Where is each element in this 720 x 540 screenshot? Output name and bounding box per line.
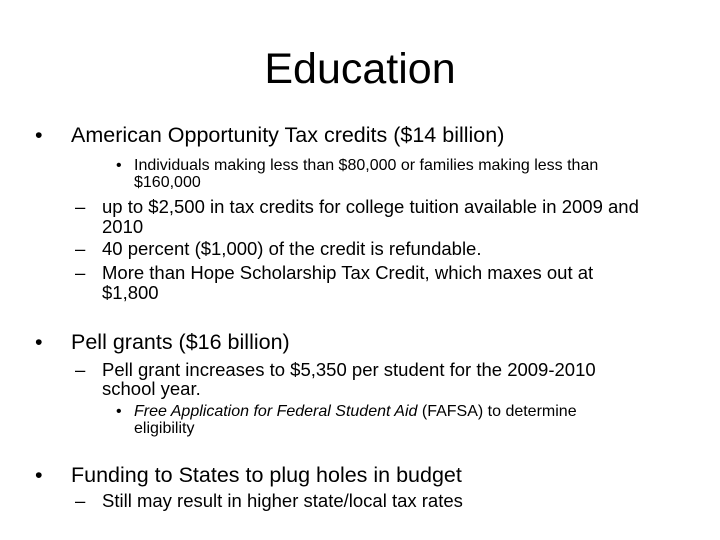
fafsa-line1 xyxy=(134,403,577,420)
bullet-pell: Pell grants ($16 billion) xyxy=(71,330,290,354)
dash-icon: – xyxy=(75,238,86,259)
states-sub: Still may result in higher state/local tax rates xyxy=(102,490,463,511)
bullet-icon: • xyxy=(116,403,122,420)
fafsa-rest: (FAFSA) to determine xyxy=(417,403,577,420)
bullet-icon: • xyxy=(116,157,122,174)
aotc-hope-line2: $1,800 xyxy=(102,282,159,303)
fafsa-italic: Free Application for Federal Student Aid xyxy=(134,403,418,420)
aotc-amount-line2: 2010 xyxy=(102,216,144,237)
aotc-refundable: 40 percent ($1,000) of the credit is refundable. xyxy=(102,238,482,259)
pell-increase-line2: school year. xyxy=(102,378,201,399)
aotc-hope-line1: More than Hope Scholarship Tax Credit, which maxes out at xyxy=(102,262,594,283)
bullet-icon: • xyxy=(35,330,43,354)
aotc-eligibility-line2: $160,000 xyxy=(134,174,201,191)
bullet-icon: • xyxy=(35,463,43,487)
aotc-eligibility-line1: Individuals making less than $80,000 or families making less than xyxy=(134,157,599,174)
dash-icon: – xyxy=(75,359,86,380)
dash-icon: – xyxy=(75,196,86,217)
dash-icon: – xyxy=(75,262,86,283)
fafsa-line2: eligibility xyxy=(134,420,195,437)
bullet-aotc: American Opportunity Tax credits ($14 billion) xyxy=(71,123,505,147)
pell-increase-line1: Pell grant increases to $5,350 per student for the 2009-2010 xyxy=(102,359,596,380)
slide-title: Education xyxy=(264,45,456,93)
bullet-icon: • xyxy=(35,123,43,147)
bullet-states: Funding to States to plug holes in budget xyxy=(71,463,462,487)
dash-icon: – xyxy=(75,490,86,511)
aotc-amount-line1: up to $2,500 in tax credits for college tuition available in 2009 and xyxy=(102,196,639,217)
